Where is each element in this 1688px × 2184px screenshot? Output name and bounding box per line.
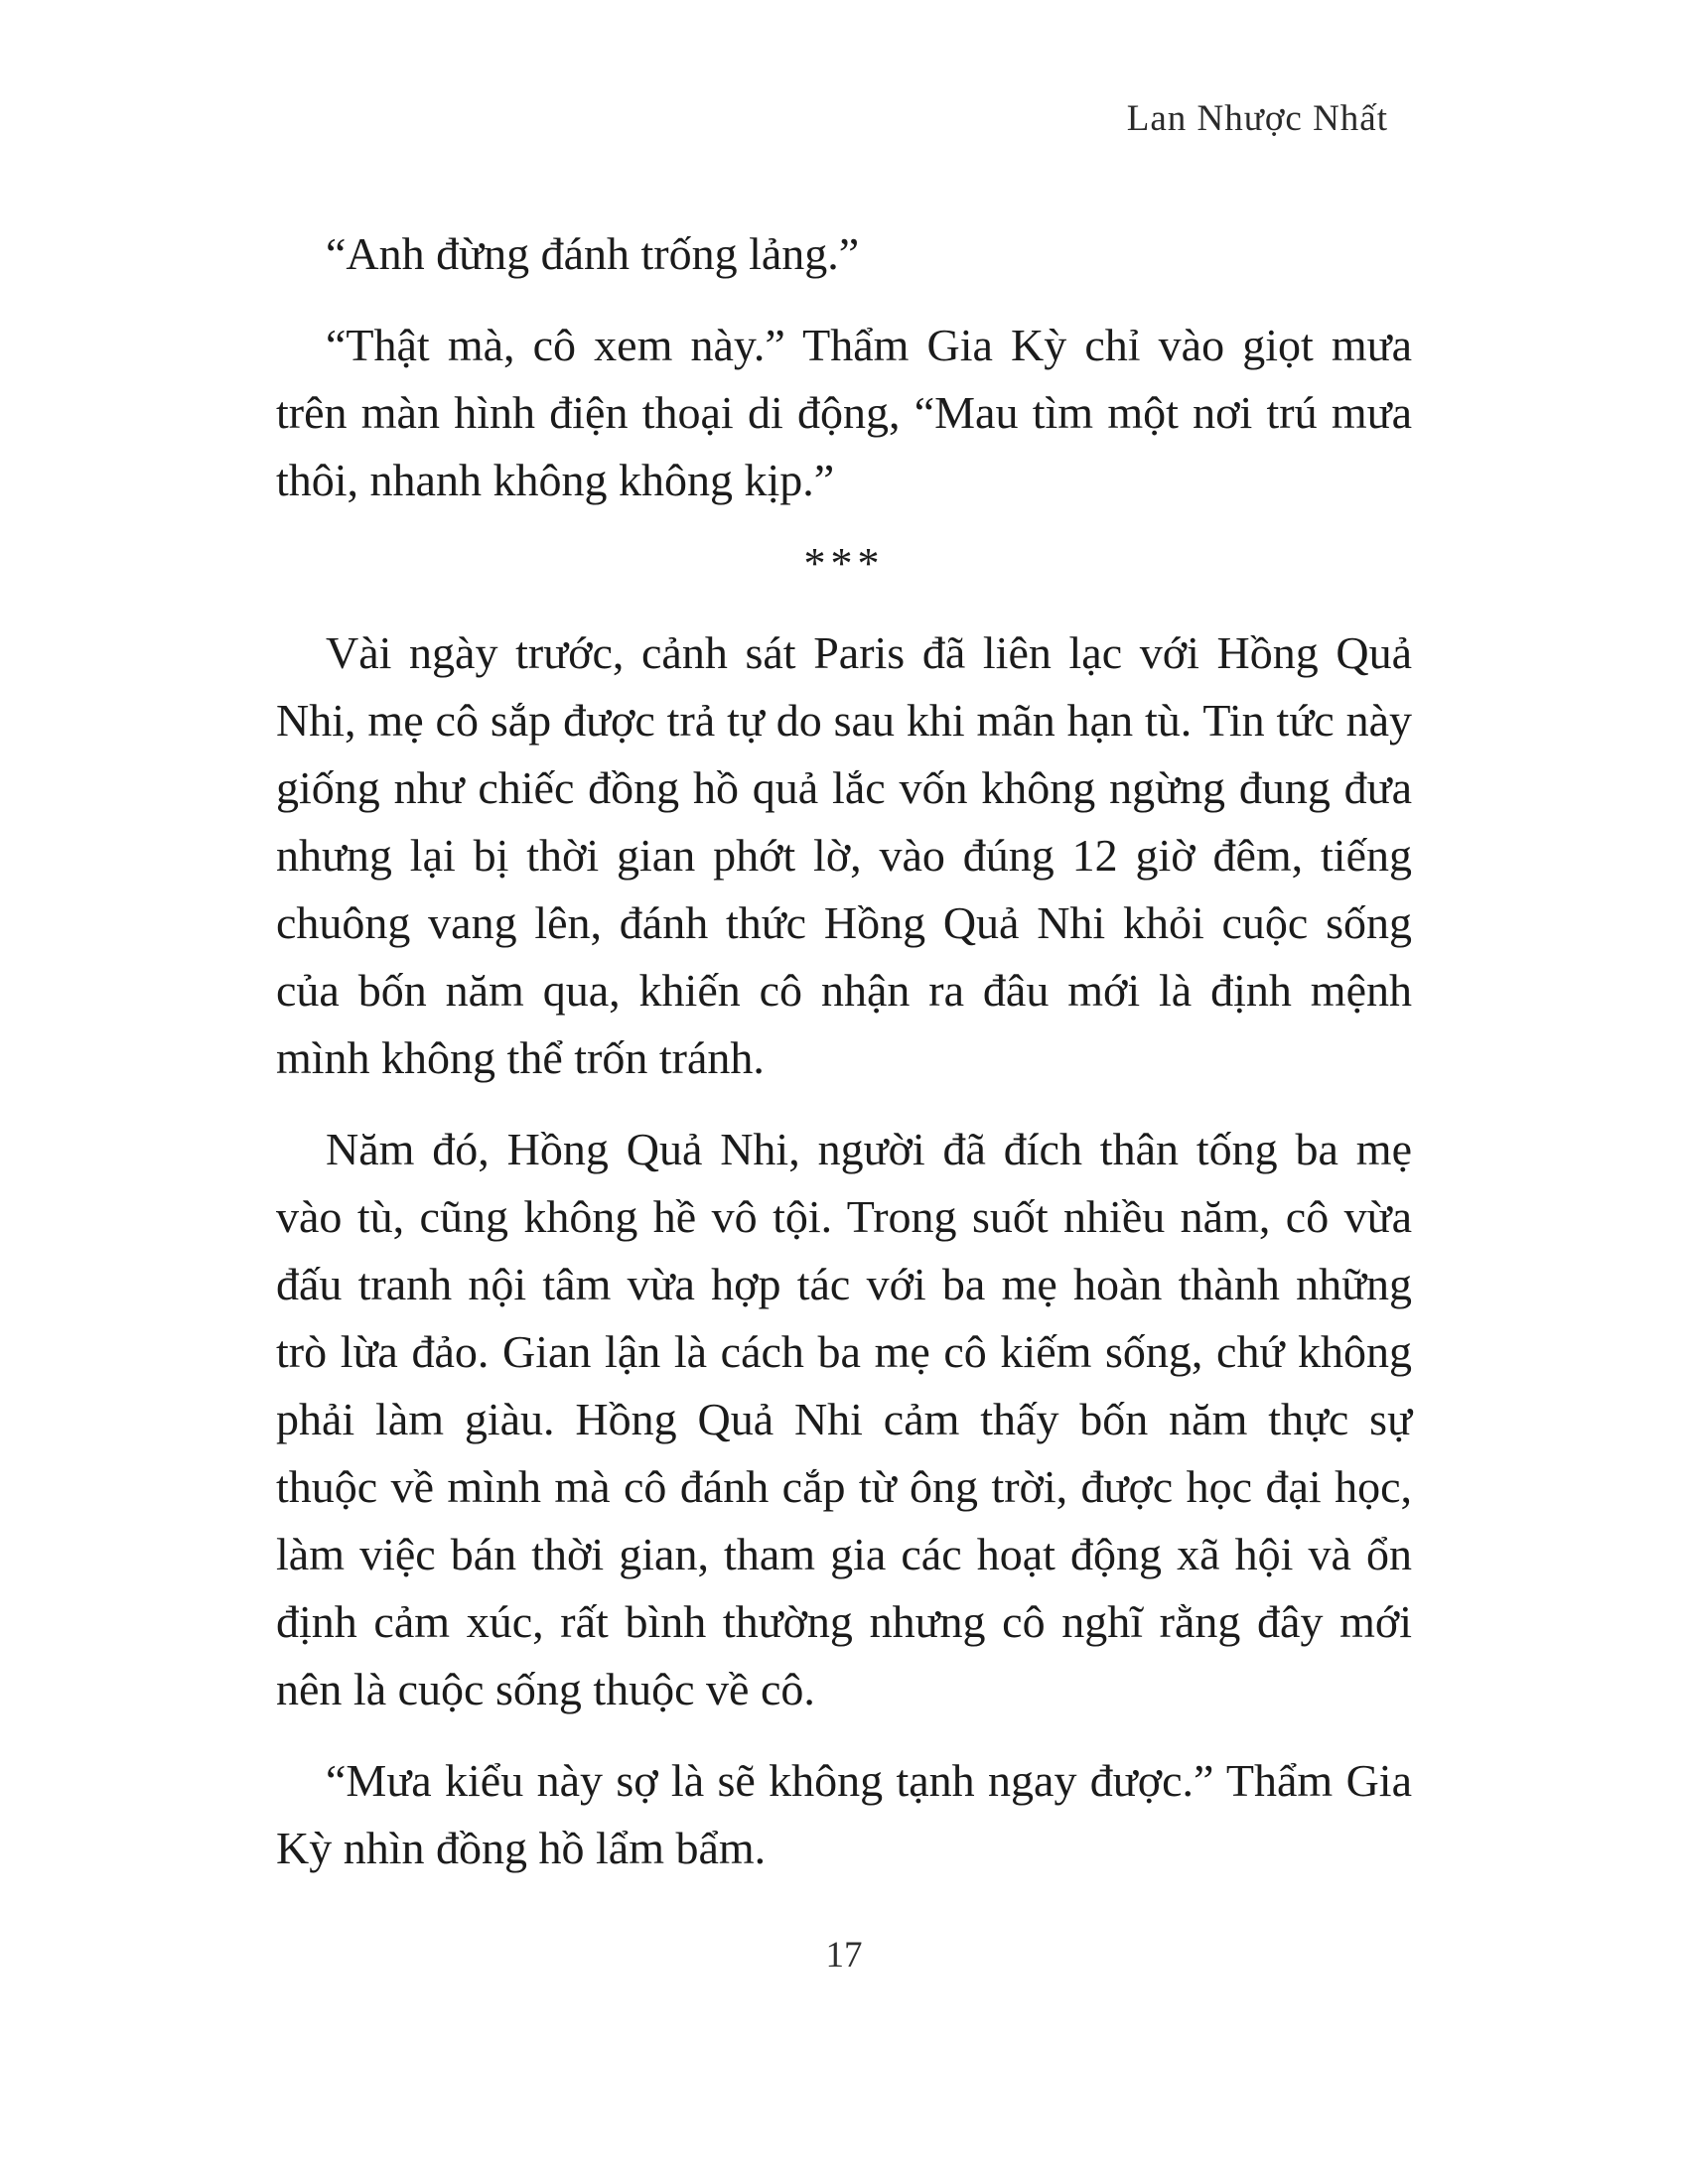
paragraph-narrative-1: Vài ngày trước, cảnh sát Paris đã liên lạc với Hồng Quả Nhi, mẹ cô sắp được trả tự do sau khi mãn hạn tù. Tin tức này giống như chiếc đồng hồ quả lắc vốn không ngừng đung đưa nhưng lại bị thời gian phớt lờ, vào đúng 12 giờ đêm, tiếng chuông vang lên, đánh thức Hồng Quả Nhi khỏi cuộc sống của bốn năm qua, khiến cô nhận ra đâu mới là định mệnh mình không thể trốn tránh. [276,627,1412,1083]
running-header-author: Lan Nhược Nhất [1126,98,1388,139]
page-number: 17 [825,1935,863,1976]
paragraph-narrative-2: Năm đó, Hồng Quả Nhi, người đã đích thân tống ba mẹ vào tù, cũng không hề vô tội. Trong suốt nhiều năm, cô vừa đấu tranh nội tâm vừa hợp tác với ba mẹ hoàn thành những trò lừa đảo. Gian lận là cách ba mẹ cô kiếm sống, chứ không phải làm giàu. Hồng Quả Nhi cảm thấy bốn năm thực sự thuộc về mình mà cô đánh cắp từ ông trời, được học đại học, làm việc bán thời gian, tham gia các hoạt động xã hội và ổn định cảm xúc, rất bình thường nhưng cô nghĩ rằng đây mới nên là cuộc sống thuộc về cô. [276,1124,1412,1714]
scene-break-separator: *** [803,539,885,588]
paragraph-dialogue-1: “Anh đừng đánh trống lảng.” [326,228,860,279]
paragraph-dialogue-3: “Mưa kiểu này sợ là sẽ không tạnh ngay được.” Thẩm Gia Kỳ nhìn đồng hồ lẩm bẩm. [276,1755,1412,1873]
page-body-text [276,220,1412,1906]
paragraph-dialogue-2: “Thật mà, cô xem này.” Thẩm Gia Kỳ chỉ vào giọt mưa trên màn hình điện thoại di động, “Mau tìm một nơi trú mưa thôi, nhanh không không kịp.” [276,320,1412,505]
